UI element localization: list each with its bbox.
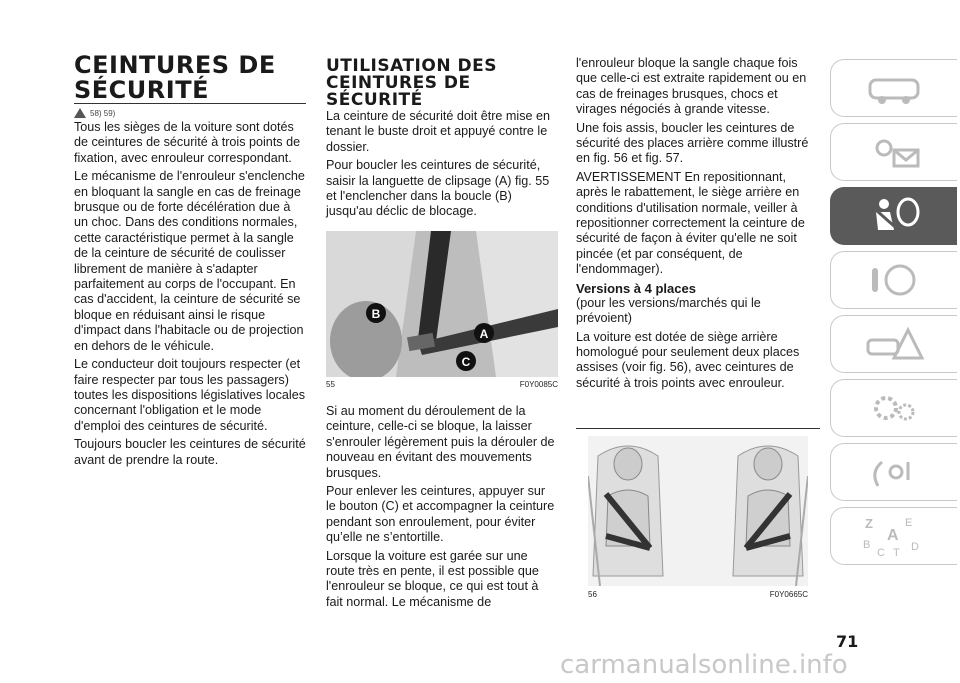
paragraph: La ceinture de sécurité doit être mise en tenant le buste droit et appuyé contre le dossier. (326, 109, 551, 154)
paragraph: Si au moment du déroulement de la ceinture, celle-ci se bloque, la laisser s'enrouler légèrement puis la dérouler de nouveau en évitant des mouvements brusques. (326, 404, 555, 480)
index-letter: Z (865, 516, 873, 531)
title-rule (74, 103, 306, 104)
watermark: carmanualsonline.info (560, 650, 848, 680)
figure-number: 55 (326, 380, 335, 389)
index-letter: C (877, 547, 885, 558)
tab-steering-key[interactable] (830, 251, 957, 309)
column-1-body (74, 120, 306, 471)
paragraph: Lorsque la voiture est garée sur une route très en pente, il est possible que l'enrouleur se bloque, ce qui est tout à fait normal. Le mécanisme de (326, 548, 539, 609)
index-letter: D (911, 541, 919, 553)
multimedia-icon (864, 454, 924, 490)
tab-breakdown[interactable] (830, 315, 957, 373)
figure-code: F0Y0665C (769, 590, 808, 599)
figure-55-image (326, 231, 558, 377)
tab-index[interactable] (830, 507, 957, 565)
paragraph: Le conducteur doit toujours respecter (et faire respecter par tous les passagers) toutes les dispositions législatives locales concernant l'obligation et le mode d'emploi des ceintures de sécurité. (74, 357, 306, 433)
subheading: Versions à 4 places (576, 280, 696, 296)
steering-key-icon (864, 262, 924, 298)
page-number: 71 (836, 632, 859, 651)
paragraph: AVERTISSEMENT En repositionnant, après le rabattement, le siège arrière en conditions d'utilisation normale, veiller à repositionner correctement la ceinture de sécurité de façon à éviter qu'elle ne soit pincée (et par conséquent, de l'endommager). (576, 169, 805, 277)
chapter-tabs (830, 59, 960, 571)
breakdown-triangle-icon (864, 326, 924, 362)
section-title: CEINTURES DE SÉCURITÉ (74, 51, 276, 104)
figure-56-image (588, 436, 808, 586)
column-3-body (576, 56, 820, 394)
index-letter: E (905, 517, 913, 529)
rear-seats-belts-illustration (588, 436, 808, 586)
tab-seat-airbag[interactable] (830, 187, 957, 245)
figure-code: F0Y0085C (519, 380, 558, 389)
column-2-body-bottom (326, 404, 558, 613)
paragraph: Le mécanisme de l'enrouleur s'enclenche en bloquant la sangle en cas de freinage brusque ou de forte décélération due à un choc. Dans des conditions normales, cette caractéristique permet à la sangle de la ceinture de sécurité de coulisser librement de manière à s'adapter parfaitement au corps de l'occupant. En cas d'accident, la ceinture de sécurité se bloque en réduisant ainsi le risque d'impact dans l'habitacle ou de projection en dehors de le véhicule. (74, 169, 305, 353)
index-letter: B (863, 539, 871, 551)
figure-56-caption (588, 590, 808, 599)
paragraph: Tous les sièges de la voiture sont dotés de ceintures de sécurité à trois points de fixation, avec enrouleur correspondant. (74, 120, 301, 165)
figure-label-c: C (461, 355, 471, 369)
figure-55-caption (326, 380, 558, 389)
paragraph: Une fois assis, boucler les ceintures de sécurité des places arrière comme illustré en fig. 56 et fig. 57. (576, 120, 809, 166)
index-letters-icon (859, 514, 929, 558)
warning-lights-icon (864, 134, 924, 170)
figure-number: 56 (588, 590, 597, 599)
paragraph: Pour boucler les ceintures de sécurité, saisir la languette de clipsage (A) fig. 55 et l'enclencher dans la boucle (B) jusqu'au déclic de blocage. (326, 158, 550, 219)
warning-refs-text: 58) 59) (90, 108, 116, 118)
figure-label-a: A (479, 327, 489, 341)
car-dashboard-icon (864, 70, 924, 106)
paragraph: La voiture est dotée de siège arrière homologué pour seulement deux places assises (voir fig. 56), avec ceintures de sécurité à trois points avec enrouleur. (576, 329, 800, 390)
paragraph: Toujours boucler les ceintures de sécurité avant de prendre la route. (74, 437, 306, 467)
paragraph: (pour les versions/marchés qui le prévoient) (576, 295, 761, 326)
index-letter: T (893, 547, 900, 558)
paragraph: l'enrouleur bloque la sangle chaque fois que celle-ci est extraite rapidement ou en cas de freinages brusques, chocs et virages négociés à grande vitesse. (576, 56, 807, 117)
tab-maintenance[interactable] (830, 379, 957, 437)
maintenance-gears-icon (864, 390, 924, 426)
tab-car-dashboard[interactable] (830, 59, 957, 117)
paragraph: Pour enlever les ceintures, appuyer sur le bouton (C) et accompagner la ceinture pendant son enroulement, pour éviter qu’elle ne s’entortille. (326, 484, 555, 545)
tab-warning-lights[interactable] (830, 123, 957, 181)
seat-airbag-icon (864, 196, 924, 236)
index-letter: A (887, 527, 899, 544)
figure-rule (576, 428, 820, 429)
column-2-body-top (326, 109, 558, 223)
tab-multimedia[interactable] (830, 443, 957, 501)
warning-triangle-icon (74, 108, 86, 118)
figure-label-b: B (371, 307, 381, 321)
warning-refs (74, 108, 115, 118)
seatbelt-buckle-illustration (326, 231, 558, 377)
section-title: UTILISATION DES CEINTURES DE SÉCURITÉ (326, 56, 497, 110)
